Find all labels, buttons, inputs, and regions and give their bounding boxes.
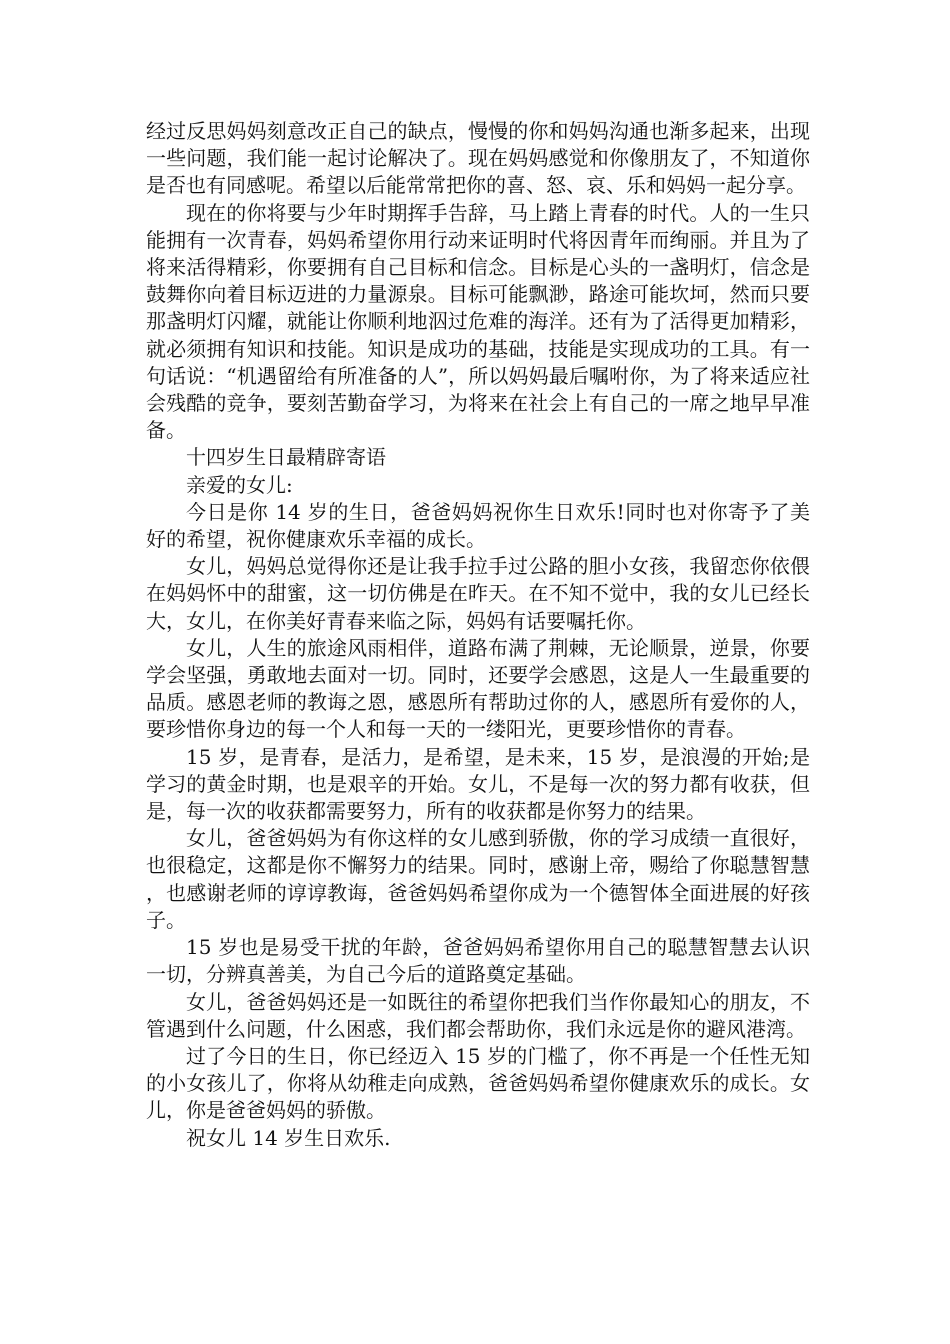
paragraph-proud: 女儿，爸爸妈妈为有你这样的女儿感到骄傲，你的学习成绩一直很好，也很稳定，这都是你不懈努力的结果。同时，感谢上帝，赐给了你聪慧智慧，也感谢老师的谆谆教诲，爸爸妈妈希望你成为一个德智体全面进展的好孩子。 [146,826,810,932]
paragraph-youth: 现在的你将要与少年时期挥手告辞，马上踏上青春的时代。人的一生只能拥有一次青春，妈妈希望你用行动来证明时代将因青年而绚丽。并且为了将来活得精彩，你要拥有自己目标和信念。目标是心头的一盏明灯，信念是鼓舞你向着目标迈进的力量源泉。目标可能飘渺，路途可能坎坷，然而只要那盏明灯闪耀，就能让你顺利地泅过危难的海洋。还有为了活得更加精彩，就必须拥有知识和技能。知识是成功的基础，技能是实现成功的工具。有一句话说：“机遇留给有所准备的人”，所以妈妈最后嘱咐你，为了将来适应社会残酷的竞争，要刻苦勤奋学习，为将来在社会上有自己的一席之地早早准备。 [146,200,810,443]
paragraph-friends: 女儿，爸爸妈妈还是一如既往的希望你把我们当作你最知心的朋友，不管遇到什么问题，什么困惑，我们都会帮助你，我们永远是你的避风港湾。 [146,989,810,1041]
salutation: 亲爱的女儿: [186,472,293,497]
paragraph-birthday: 今日是你 14 岁的生日，爸爸妈妈祝你生日欢乐!同时也对你寄予了美好的希望，祝你健康欢乐幸福的成长。 [146,499,810,552]
paragraph-threshold: 过了今日的生日，你已经迈入 15 岁的门槛了，你不再是一个任性无知的小女孩儿了，你将从幼稚走向成熟，爸爸妈妈希望你健康欢乐的成长。女儿，你是爸爸妈妈的骄傲。 [146,1043,810,1123]
closing-wish: 祝女儿 14 岁生日欢乐. [186,1125,391,1150]
paragraph-reflection: 经过反思妈妈刻意改正自己的缺点，慢慢的你和妈妈沟通也渐多起来，出现一些问题，我们能一起讨论解决了。现在妈妈感觉和你像朋友了，不知道你是否也有同感呢。希望以后能常常把你的喜、怒、哀、乐和妈妈一起分享。 [146,119,810,198]
paragraph-growing-up: 女儿，妈妈总觉得你还是让我手拉手过公路的胆小女孩，我留恋你依偎在妈妈怀中的甜蜜，这一切仿佛是在昨天。在不知不觉中，我的女儿已经长大，女儿，在你美好青春来临之际，妈妈有话要嘱托你。 [146,554,810,633]
document-body [146,118,810,1152]
paragraph-fifteen: 15 岁，是青春，是活力，是希望，是未来，15 岁，是浪漫的开始;是学习的黄金时期，也是艰辛的开始。女儿，不是每一次的努力都有收获，但是，每一次的收获都需要努力，所有的收获都是你努力的结果。 [146,744,810,824]
paragraph-wisdom: 15 岁也是易受干扰的年龄，爸爸妈妈希望你用自己的聪慧智慧去认识一切，分辨真善美，为自己今后的道路奠定基础。 [146,935,810,987]
paragraph-gratitude: 女儿，人生的旅途风雨相伴，道路布满了荆棘，无论顺景，逆景，你要学会坚强，勇敢地去面对一切。同时，还要学会感恩，这是人一生最重要的品质。感恩老师的教诲之恩，感恩所有帮助过你的人，感恩所有爱你的人，要珍惜你身边的每一个人和每一天的一缕阳光，更要珍惜你的青春。 [146,635,810,742]
section-title: 十四岁生日最精辟寄语 [186,445,386,470]
